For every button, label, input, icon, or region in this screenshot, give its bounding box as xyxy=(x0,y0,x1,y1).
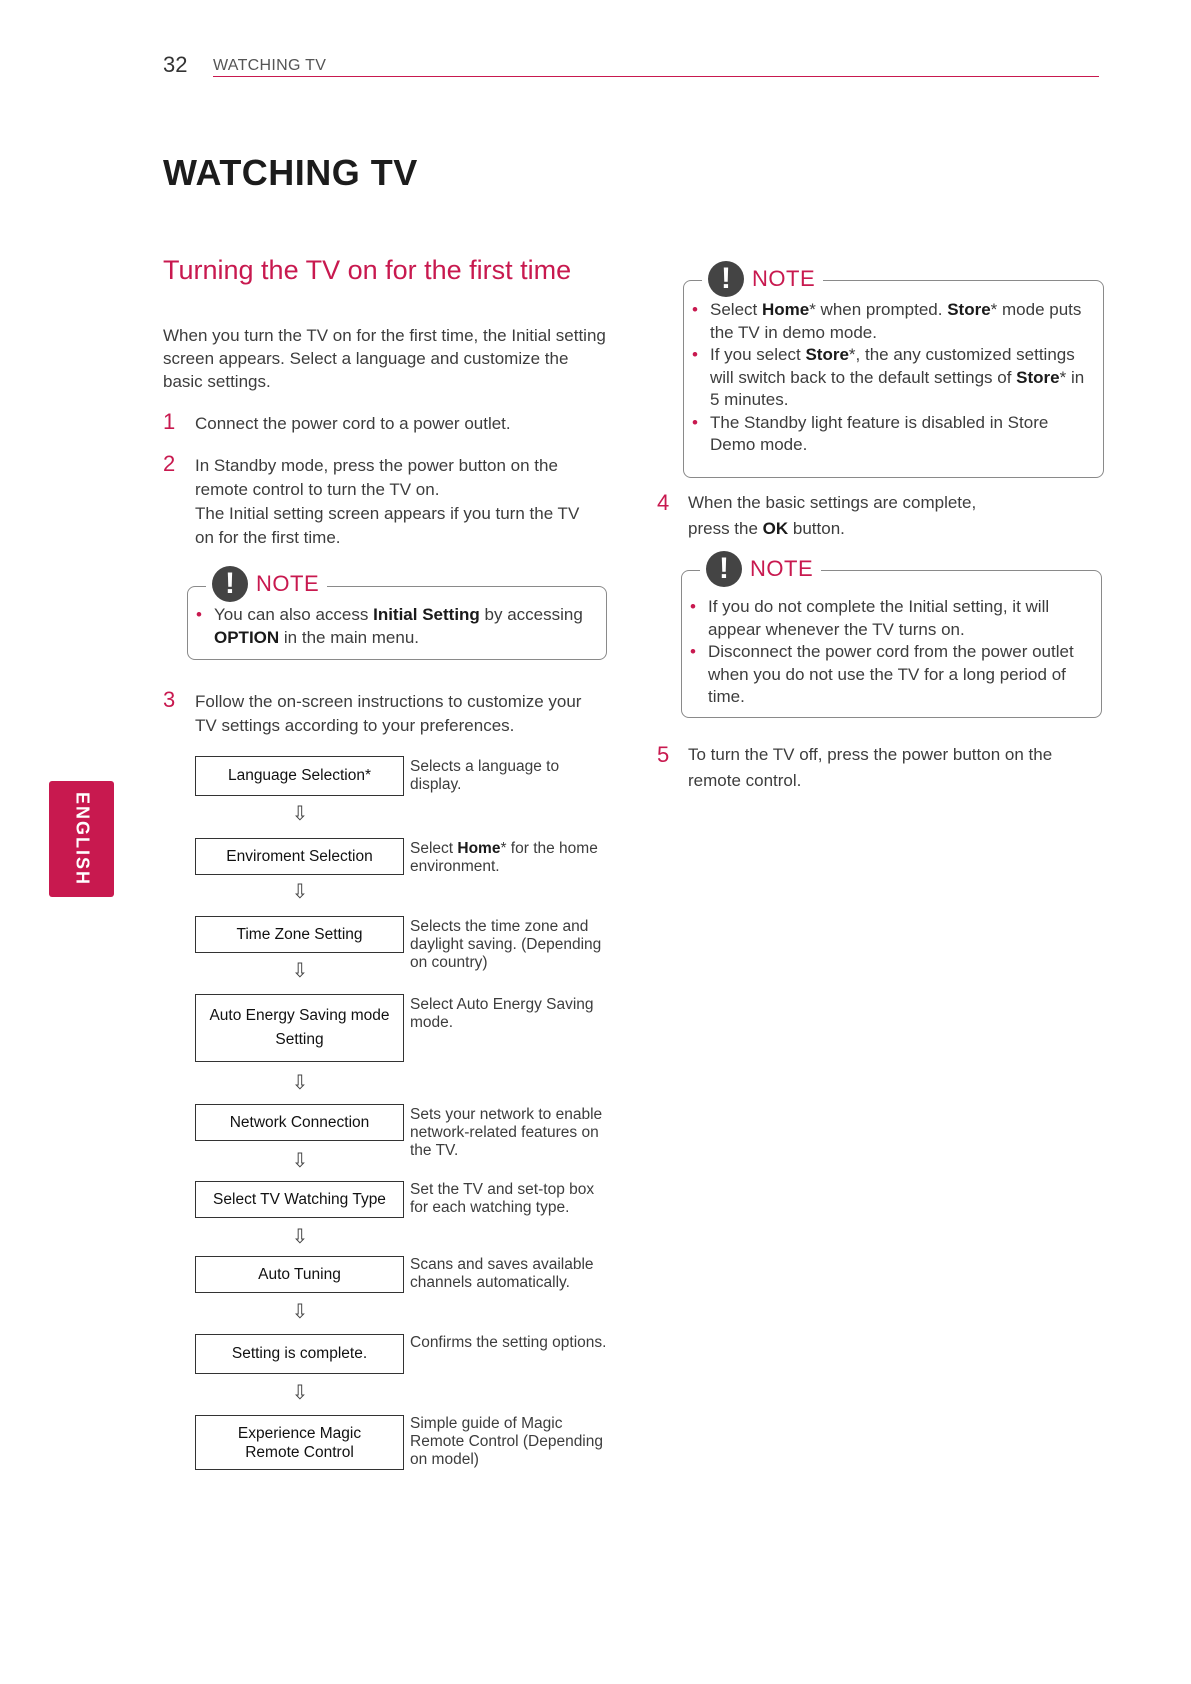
exclamation-icon: ! xyxy=(706,551,742,587)
note-3-list xyxy=(690,596,1090,709)
step-2-line-1: In Standby mode, press the power button on the remote control to turn the TV on. xyxy=(195,456,558,499)
page-number: 32 xyxy=(163,52,188,77)
note-3-label: NOTE xyxy=(750,556,814,581)
step-4-line-2: press the OK button. xyxy=(688,519,845,538)
page-title: WATCHING TV xyxy=(163,152,418,193)
flow-desc-environment: Select Home* for the home environment. xyxy=(410,840,598,875)
note-3-item-2: • Disconnect the power cord from the power outlet when you do not use the TV for a long period of time. xyxy=(690,641,1090,709)
step-5-number: 5 xyxy=(657,742,670,767)
ok-button-label: OK xyxy=(762,519,789,538)
note-2-list xyxy=(692,299,1092,457)
flow-box-network: Network Connection xyxy=(195,1104,404,1141)
step-2-line-2: The Initial setting screen appears if you turn the TV on for the first time. xyxy=(195,504,580,547)
header-rule xyxy=(213,76,1099,77)
language-side-tab xyxy=(49,781,114,897)
section-title: Turning the TV on for the first time xyxy=(163,255,572,285)
note-2-item-2: • If you select Store*, the any customized settings will switch back to the default settings of Store* in 5 minutes. xyxy=(692,344,1092,412)
note-3-header xyxy=(700,551,821,587)
flow-arrow-5: ⇩ xyxy=(291,1150,309,1172)
flow-desc-complete: Confirms the setting options. xyxy=(410,1334,607,1351)
flow-desc-energy-saving: Select Auto Energy Saving mode. xyxy=(410,996,594,1031)
flow-box-environment: Enviroment Selection xyxy=(195,838,404,875)
flow-arrow-7: ⇩ xyxy=(291,1301,309,1323)
note-1-label: NOTE xyxy=(256,571,320,596)
step-2-text xyxy=(195,454,600,550)
flow-box-time-zone: Time Zone Setting xyxy=(195,916,404,953)
step-1-number: 1 xyxy=(163,409,176,434)
note-1-item: • You can also access Initial Setting by accessing OPTION in the main menu. xyxy=(196,604,596,649)
step-2-number: 2 xyxy=(163,451,176,476)
flow-box-complete: Setting is complete. xyxy=(195,1334,404,1374)
step-4-line-1: When the basic settings are complete, xyxy=(688,493,977,512)
exclamation-icon: ! xyxy=(212,566,248,602)
flow-box-auto-tuning: Auto Tuning xyxy=(195,1256,404,1293)
step-3-number: 3 xyxy=(163,687,176,712)
step-4-number: 4 xyxy=(657,490,670,515)
flow-desc-network: Sets your network to enable network-related features on the TV. xyxy=(410,1106,603,1159)
step-5-text: To turn the TV off, press the power button on the remote control. xyxy=(688,745,1053,790)
intro-paragraph: When you turn the TV on for the first time, the Initial setting screen appears. Select a language and customize the basic settings. xyxy=(163,326,606,391)
note-1-header xyxy=(206,566,327,602)
flow-box-magic-remote: Experience Magic Remote Control xyxy=(195,1415,404,1470)
note-2-item-3: • The Standby light feature is disabled in Store Demo mode. xyxy=(692,412,1092,457)
note-2-header xyxy=(702,261,823,297)
step-4-text xyxy=(688,490,1098,542)
flow-arrow-3: ⇩ xyxy=(291,960,309,982)
note-3-item-1: • If you do not complete the Initial setting, it will appear whenever the TV turns on. xyxy=(690,596,1090,641)
flow-box-energy-saving: Auto Energy Saving mode Setting xyxy=(195,994,404,1062)
step-1-text: Connect the power cord to a power outlet. xyxy=(195,414,511,433)
flow-arrow-4: ⇩ xyxy=(291,1072,309,1094)
running-header: WATCHING TV xyxy=(213,57,327,74)
flow-arrow-1: ⇩ xyxy=(291,803,309,825)
flow-desc-watching-type: Set the TV and set-top box for each watching type. xyxy=(410,1181,595,1216)
note-2-label: NOTE xyxy=(752,266,816,291)
exclamation-icon: ! xyxy=(708,261,744,297)
note-1-list xyxy=(196,604,596,649)
flow-desc-auto-tuning: Scans and saves available channels automatically. xyxy=(410,1256,594,1291)
flow-desc-language: Selects a language to display. xyxy=(410,758,560,793)
side-tab-label: ENGLISH xyxy=(72,791,92,887)
flow-desc-magic-remote: Simple guide of Magic Remote Control (Depending on model) xyxy=(410,1415,603,1468)
flow-box-language: Language Selection* xyxy=(195,756,404,796)
flow-box-watching-type: Select TV Watching Type xyxy=(195,1181,404,1218)
flow-arrow-6: ⇩ xyxy=(291,1226,309,1248)
note-2-item-1: • Select Home* when prompted. Store* mode puts the TV in demo mode. xyxy=(692,299,1092,344)
flow-arrow-8: ⇩ xyxy=(291,1382,309,1404)
step-3-text: Follow the on-screen instructions to customize your TV settings according to your preferences. xyxy=(195,692,582,735)
flow-arrow-2: ⇩ xyxy=(291,881,309,903)
flow-desc-time-zone: Selects the time zone and daylight saving. (Depending on country) xyxy=(410,918,602,971)
